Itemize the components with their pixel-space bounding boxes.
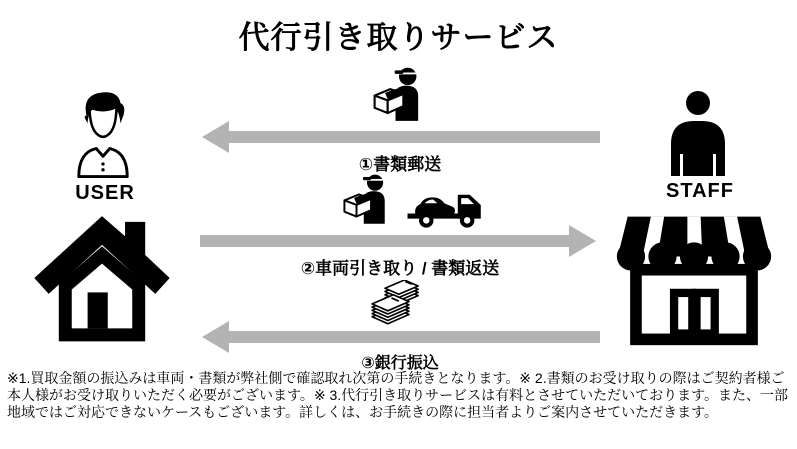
courier-package-icon — [342, 170, 392, 226]
flow-label-1: ①書類郵送 — [358, 155, 442, 174]
tow-truck-icon — [404, 182, 486, 228]
arrow-step2-to-staff — [200, 225, 596, 257]
user-icon — [72, 86, 134, 180]
arrow-step1-to-user — [202, 121, 600, 153]
user-label: USER — [75, 182, 135, 204]
house-icon — [30, 211, 174, 345]
staff-label: STAFF — [666, 180, 734, 202]
flow-label-2: ②車両引き取り / 書類返送 — [300, 259, 500, 278]
footnote-text: ※1.買取金額の振込みは車両・書類が弊社側で確認取れ次第の手続きとなります。※ 2.書類のお受け取りの際はご契約者様ご本人様がお受け取りいただく必要がございます。※ 3.代行引き取りサービスは有料とさせていただいております。また、一部地域ではご対応できないケースもございます。詳しくは、お手続きの際に担当者よりご案内させていただきます。 — [7, 370, 789, 420]
staff-icon — [666, 90, 730, 176]
arrow-step3-to-user — [202, 321, 600, 353]
store-icon — [610, 210, 778, 346]
money-stacks-icon — [370, 280, 424, 326]
flow-label-3: ③銀行振込 — [361, 355, 439, 372]
page-title: 代行引き取りサービス — [238, 20, 559, 55]
courier-package-icon — [372, 63, 426, 123]
